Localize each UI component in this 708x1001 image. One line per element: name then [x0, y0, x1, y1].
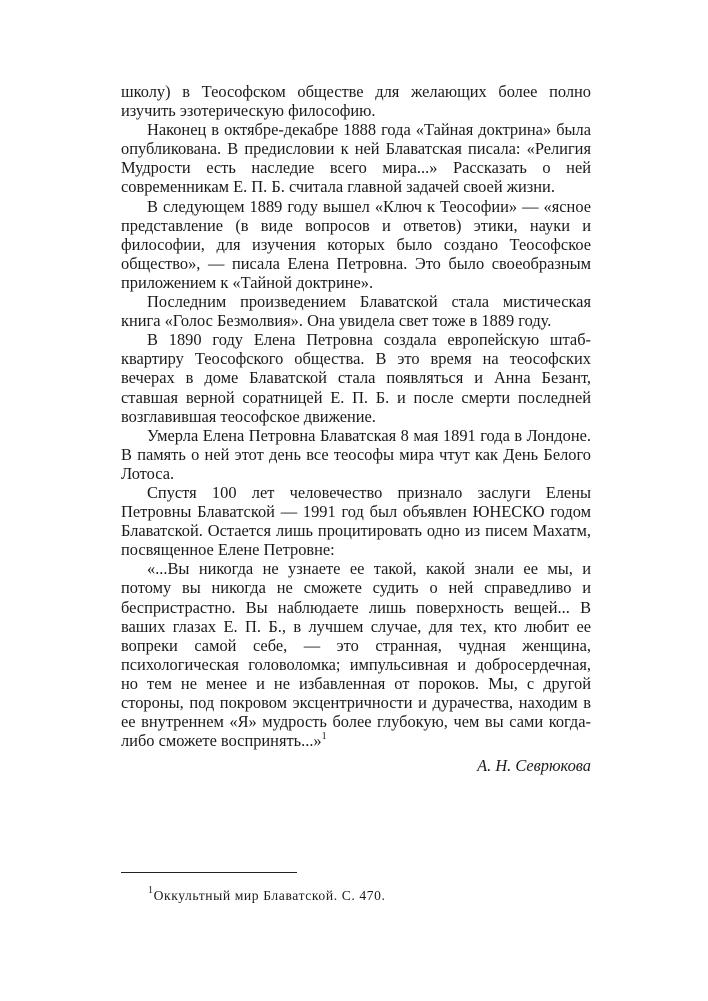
- footnote: [148, 887, 568, 904]
- author-signature: А. Н. Севрюкова: [477, 756, 591, 776]
- footnote-text: Оккультный мир Блаватской. С. 470.: [153, 888, 386, 903]
- paragraph: школу) в Теософском обществе для желающих более полно изучить эзотерическую философию.: [121, 82, 591, 121]
- paragraph: В 1890 году Елена Петровна создала европейскую штаб-квартиру Теософского общества. В это время на теософских вечерах в доме Блаватской стала появляться и Анна Безант, ставшая верной соратницей Е. П. Б. и после смерти последней возглавившая теософское движение.: [121, 330, 591, 426]
- paragraph: Наконец в октябре-декабре 1888 года «Тайная доктрина» была опубликована. В предисловии к ней Блаватская писала: «Религия Мудрости есть наследие всего мира...» Рассказать о ней современникам Е. П. Б. считала главной задачей своей жизни.: [121, 120, 591, 197]
- footnote-marker: 1: [148, 885, 154, 897]
- main-text: [121, 82, 591, 775]
- footnote-divider: [121, 872, 297, 873]
- footnote-reference[interactable]: 1: [321, 730, 327, 742]
- paragraph: В следующем 1889 году вышел «Ключ к Теософии» — «ясное представление (в виде вопросов и ответов) этики, науки и философии, для изучения которых было создано Теософское общество», — писала Елена Петровна. Это было своеобразным приложением к «Тайной доктрине».: [121, 196, 591, 292]
- quote-text: «...Вы никогда не узнаете ее такой, какой знали ее мы, и потому вы никогда не сможете судить о ней справедливо и беспристрастно. Вы наблюдаете лишь поверхность вещей... В ваших глазах Е. П. Б., в лучшем случае, для тех, кто любит ее вопреки самой себе, — это странная, чудная женщина, психологическая головоломка; импульсивная и добросердечная, но тем не менее и не избавленная от пороков. Мы, с другой стороны, под покровом эксцентричности и дурачества, находим в ее внутреннем «Я» мудрость более глубокую, чем вы сами когда-либо сможете воспринять...»: [121, 559, 591, 751]
- paragraph: Последним произведением Блаватской стала мистическая книга «Голос Безмолвия». Она увидела свет тоже в 1889 году.: [121, 292, 591, 331]
- paragraph: Умерла Елена Петровна Блаватская 8 мая 1891 года в Лондоне. В память о ней этот день все теософы мира чтут как День Белого Лотоса.: [121, 425, 591, 483]
- paragraph: Спустя 100 лет человечество признало заслуги Елены Петровны Блаватской — 1991 год был объявлен ЮНЕСКО годом Блаватской. Остается лишь процитировать одно из писем Махатм, посвященное Елене Петровне:: [121, 482, 591, 560]
- quote-paragraph: [121, 559, 591, 750]
